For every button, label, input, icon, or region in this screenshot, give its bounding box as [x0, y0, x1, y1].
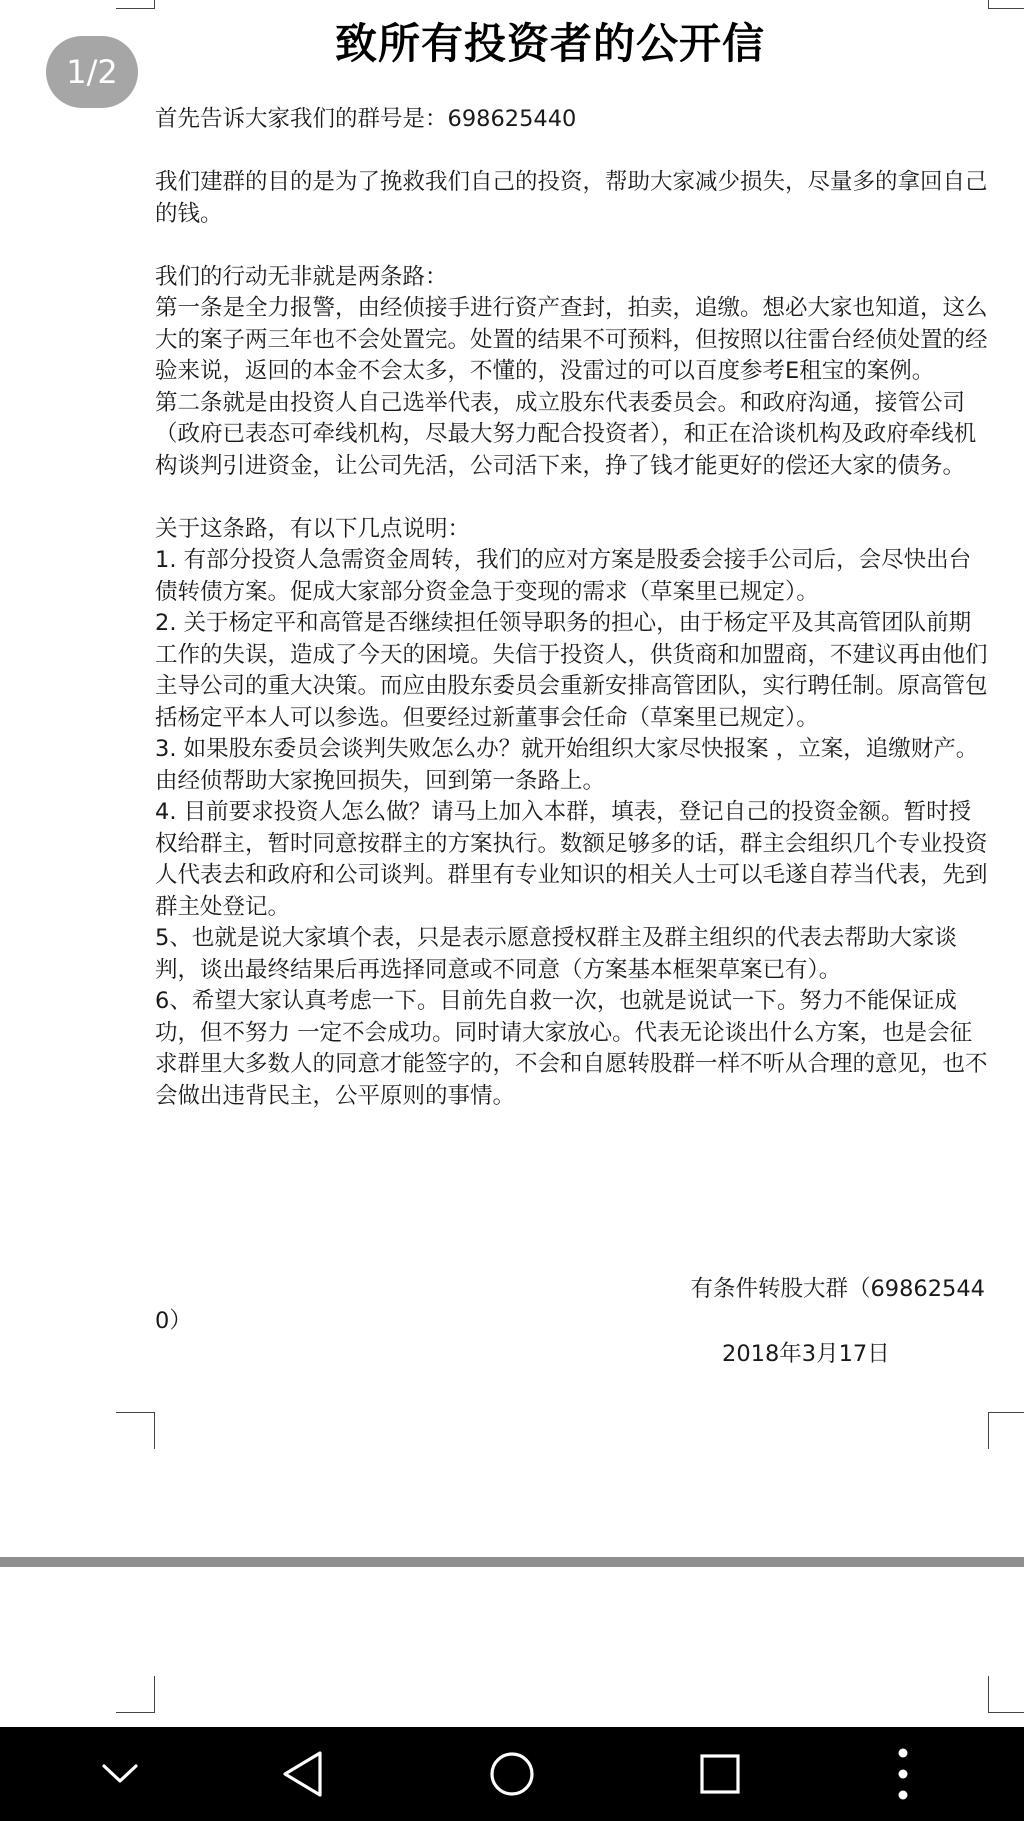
recents-square-icon — [698, 1752, 742, 1796]
home-button[interactable] — [452, 1727, 572, 1821]
document-body — [155, 104, 989, 1112]
system-navigation-bar — [0, 1727, 1024, 1821]
signature-org-line2: 0） — [155, 1307, 192, 1334]
paragraph: 我们的行动无非就是两条路： — [155, 263, 448, 290]
signature-org-line1: 有条件转股大群（69862544 — [690, 1276, 985, 1302]
paragraph: 第一条是全力报警，由经侦接手进行资产查封，拍卖，追缴。想必大家也知道，这么大的案子两三年也不会处置完。处置的结果不可预料，但按照以往雷台经侦处置的经验来说，返回的本金不会太多，不懂的，没雷过的可以百度参考E租宝的案例。 — [155, 295, 988, 384]
home-circle-icon — [488, 1750, 536, 1798]
signature-date: 2018年3月17日 — [722, 1341, 890, 1367]
collapse-button[interactable] — [60, 1727, 180, 1821]
paragraph: 6、希望大家认真考虑一下。目前先自救一次，也就是说试一下。努力不能保证成功，但不努力 一定不会成功。同时请大家放心。代表无论谈出什么方案，也是会征求群里大多数人的同意才能签字的，不会和自愿转股群一样不听从合理的意见，也不会做出违背民主，公平原则的事情。 — [155, 988, 988, 1109]
more-options-button[interactable] — [843, 1727, 963, 1821]
paragraph: 5、也就是说大家填个表，只是表示愿意授权群主及群主组织的代表去帮助大家谈判，谈出最终结果后再选择同意或不同意（方案基本框架草案已有）。 — [155, 925, 957, 983]
document-title: 致所有投资者的公开信 — [334, 19, 765, 68]
crop-mark — [988, 1676, 1024, 1713]
signature-org — [155, 1274, 985, 1337]
paragraph: 2. 关于杨定平和高管是否继续担任领导职务的担心，由于杨定平及其高管团队前期工作的失误，造成了今天的困境。失信于投资人，供货商和加盟商，不建议再由他们主导公司的重大决策。而应由股东委员会重新安排高管团队，实行聘任制。原高管包括杨定平本人可以参选。但要经过新董事会任命（草案里已规定）。 — [155, 610, 988, 731]
paragraph: 关于这条路，有以下几点说明： — [155, 515, 471, 542]
paragraph: 我们建群的目的是为了挽救我们自己的投资，帮助大家减少损失，尽量多的拿回自己的钱。 — [155, 169, 988, 227]
back-button[interactable] — [242, 1727, 362, 1821]
paragraph: 3. 如果股东委员会谈判失败怎么办？就开始组织大家尽快报案 ，立案，追缴财产。由经侦帮助大家挽回损失，回到第一条路上。 — [155, 736, 979, 794]
crop-mark — [116, 1412, 155, 1449]
paragraph: 4. 目前要求投资人怎么做？请马上加入本群，填表，登记自己的投资金额。暂时授权给群主，暂时同意按群主的方案执行。数额足够多的话，群主会组织几个专业投资人代表去和政府和公司谈判。群里有专业知识的相关人士可以毛遂自荐当代表，先到群主处登记。 — [155, 799, 988, 920]
page-divider — [0, 1557, 1024, 1567]
crop-mark — [116, 0, 155, 9]
more-vertical-icon — [896, 1747, 910, 1801]
recents-button[interactable] — [660, 1727, 780, 1821]
paragraph: 1. 有部分投资人急需资金周转，我们的应对方案是股委会接手公司后，会尽快出台债转债方案。促成大家部分资金急于变现的需求（草案里已规定）。 — [155, 547, 972, 605]
blank-line — [155, 230, 989, 262]
chevron-down-icon — [100, 1762, 140, 1786]
blank-line — [155, 482, 989, 514]
crop-mark — [988, 0, 1024, 9]
blank-line — [155, 136, 989, 168]
paragraph: 首先告诉大家我们的群号是：698625440 — [155, 106, 577, 132]
crop-mark — [116, 1676, 155, 1713]
back-triangle-icon — [280, 1749, 324, 1799]
page-indicator: 1/2 — [46, 36, 138, 108]
paragraph: 第二条就是由投资人自己选举代表，成立股东代表委员会。和政府沟通，接管公司（政府已表态可牵线机构，尽最大努力配合投资者），和正在洽谈机构及政府牵线机构谈判引进资金，让公司先活，公司活下来，挣了钱才能更好的偿还大家的债务。 — [155, 389, 977, 479]
crop-mark — [988, 1412, 1024, 1449]
